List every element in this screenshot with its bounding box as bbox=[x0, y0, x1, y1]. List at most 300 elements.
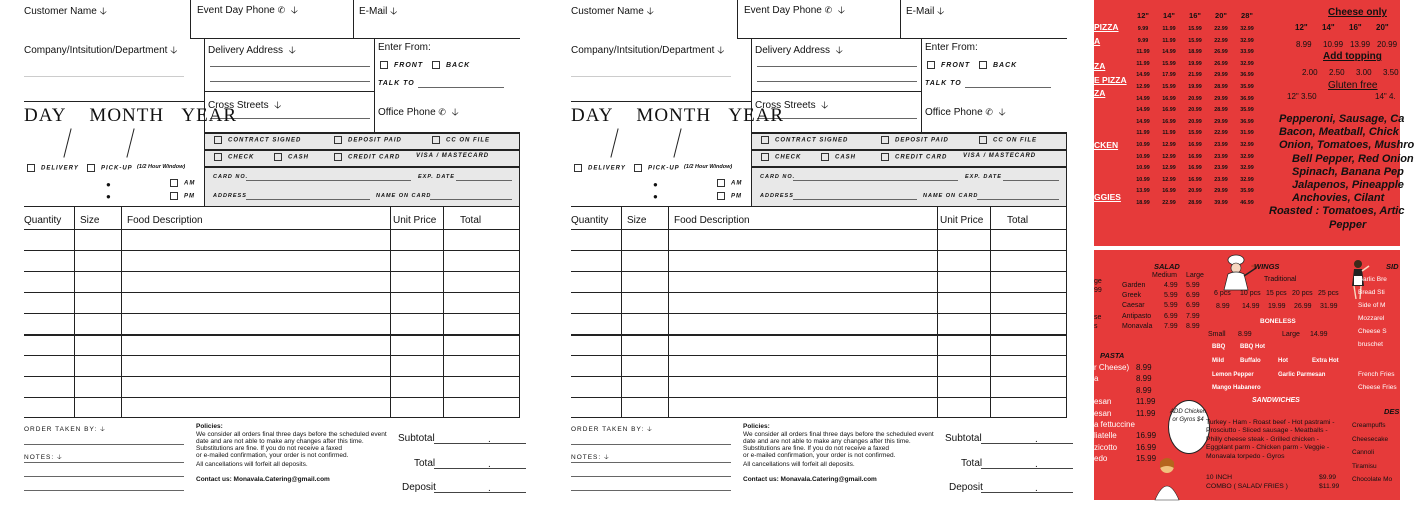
pasta-name: a bbox=[1094, 374, 1099, 384]
arrow-down-icon: 🡣 bbox=[290, 5, 298, 16]
exp-date-label: EXP. DATE bbox=[965, 174, 1002, 180]
arrow-down-icon: 🡣 bbox=[937, 6, 945, 17]
order-taken-line[interactable] bbox=[571, 444, 731, 445]
salad-name: Greek bbox=[1122, 292, 1142, 300]
address-line[interactable] bbox=[246, 199, 370, 200]
side-item: Cheese S bbox=[1358, 328, 1387, 335]
pizza-price: 23.99 bbox=[1214, 142, 1228, 148]
card-no-label: CARD NO. bbox=[760, 174, 796, 180]
cc-on-file-checkbox[interactable]: CC ON FILE bbox=[979, 136, 1037, 144]
credit-card-checkbox[interactable]: CREDIT CARD bbox=[334, 153, 400, 161]
pasta-name: esan bbox=[1094, 408, 1112, 418]
cheese-size: 20" bbox=[1376, 23, 1389, 32]
credit-card-checkbox[interactable]: CREDIT CARD bbox=[881, 153, 947, 161]
table-row-line[interactable] bbox=[571, 355, 1067, 356]
pasta-price: 11.99 bbox=[1136, 408, 1156, 418]
wing-flavor: Lemon Pepper bbox=[1212, 372, 1254, 378]
policies-title: Policies: bbox=[743, 423, 770, 430]
divider bbox=[190, 38, 520, 39]
boneless-large: Large bbox=[1282, 331, 1300, 338]
subtotal-label: Subtotal bbox=[398, 433, 435, 444]
pizza-price: 32.99 bbox=[1240, 165, 1254, 172]
wing-flavor: Extra Hot bbox=[1312, 358, 1339, 364]
pizza-price: 39.99 bbox=[1214, 200, 1228, 206]
pizza-price: 46.99 bbox=[1240, 200, 1254, 206]
delivery-address-line[interactable] bbox=[210, 81, 370, 82]
pizza-price: 32.99 bbox=[1240, 176, 1254, 183]
deposit-paid-checkbox[interactable]: DEPOSIT PAID bbox=[881, 136, 949, 144]
delivery-address-line[interactable] bbox=[757, 66, 917, 67]
decimal-point: . bbox=[488, 459, 491, 470]
divider bbox=[571, 101, 751, 102]
arrow-down-icon: 🡣 bbox=[821, 100, 829, 111]
topping-line: Bell Pepper, Red Onion bbox=[1292, 152, 1414, 165]
pizza-price: 28.99 bbox=[1214, 107, 1228, 114]
cash-checkbox[interactable]: CASH bbox=[821, 153, 856, 161]
event-phone-label: Event Day Phone ✆ 🡣 bbox=[197, 5, 298, 16]
divider bbox=[519, 132, 520, 417]
boneless-large-price: 14.99 bbox=[1310, 331, 1328, 338]
notes-line[interactable] bbox=[24, 490, 184, 491]
divider bbox=[900, 0, 901, 38]
checkbox-icon bbox=[717, 179, 725, 187]
pizza-price: 20.99 bbox=[1188, 95, 1202, 102]
menu-fragment: 99 bbox=[1094, 287, 1102, 294]
pizza-price: 28.99 bbox=[1214, 84, 1228, 90]
checkbox-icon bbox=[214, 153, 222, 161]
pizza-price: 32.99 bbox=[1240, 26, 1254, 32]
col-divider bbox=[668, 206, 669, 417]
decimal-point: . bbox=[1035, 483, 1038, 494]
pizza-name: GGIES bbox=[1094, 192, 1121, 202]
front-checkbox[interactable]: FRONT bbox=[927, 61, 970, 69]
full-menu bbox=[1094, 250, 1400, 500]
table-row-line[interactable] bbox=[571, 271, 1067, 272]
divider bbox=[374, 38, 375, 132]
checkbox-icon bbox=[170, 179, 178, 187]
divider bbox=[24, 101, 204, 102]
pasta-name: edo bbox=[1094, 454, 1108, 464]
checkbox-icon bbox=[170, 192, 178, 200]
pizza-name: CKEN bbox=[1094, 140, 1119, 150]
card-no-label: CARD NO. bbox=[213, 174, 249, 180]
card-no-line[interactable] bbox=[246, 180, 411, 181]
cc-on-file-checkbox[interactable]: CC ON FILE bbox=[432, 136, 490, 144]
policies-line: Substitutions are fine. If you do not receive a faxed bbox=[196, 445, 342, 452]
pizza-size: 28" bbox=[1241, 11, 1253, 20]
col-divider bbox=[390, 206, 391, 417]
date-heading: DAY MONTH YEAR bbox=[24, 105, 238, 126]
pizza-price: 32.99 bbox=[1240, 37, 1254, 44]
table-row-line[interactable] bbox=[571, 376, 1067, 377]
notes-line[interactable] bbox=[571, 462, 731, 463]
delivery-address-label: Delivery Address 🡣 bbox=[755, 45, 843, 56]
checkbox-icon bbox=[881, 153, 889, 161]
pizza-price: 32.99 bbox=[1240, 142, 1254, 148]
wings-title: WINGS bbox=[1254, 262, 1280, 271]
pizza-name: E PIZZA bbox=[1094, 75, 1127, 85]
notes-line[interactable] bbox=[24, 462, 184, 463]
cheese-price: 10.99 bbox=[1323, 40, 1344, 49]
notes-line[interactable] bbox=[571, 490, 731, 491]
table-row-line[interactable] bbox=[571, 313, 1067, 314]
table-row-line[interactable] bbox=[24, 313, 520, 314]
pizza-price: 29.99 bbox=[1214, 95, 1228, 102]
delivery-address-label: Delivery Address 🡣 bbox=[208, 45, 296, 56]
pizza-price: 15.99 bbox=[1188, 26, 1202, 32]
dessert-item: Tiramisu bbox=[1352, 462, 1377, 470]
checkbox-icon bbox=[761, 136, 769, 144]
checkbox-icon bbox=[432, 61, 440, 69]
pizza-price: 31.99 bbox=[1240, 130, 1254, 137]
table-row-line[interactable] bbox=[571, 229, 1067, 230]
cross-streets-label: Cross Streets 🡣 bbox=[208, 100, 282, 111]
total-line[interactable] bbox=[981, 468, 1073, 469]
order-taken-line[interactable] bbox=[24, 444, 184, 445]
wing-flavor: Mango Habanero bbox=[1212, 385, 1261, 391]
customer-name-label: Customer Name 🡣 bbox=[571, 6, 654, 17]
address-line[interactable] bbox=[793, 199, 917, 200]
col-unit-price: Unit Price bbox=[393, 215, 437, 226]
pizza-size: 20" bbox=[1215, 11, 1227, 20]
email-label: E-Mail 🡣 bbox=[906, 6, 945, 17]
topping-line: Pepperoni, Sausage, Ca bbox=[1279, 113, 1405, 125]
pickup-checkbox[interactable]: PICK-UP bbox=[87, 164, 133, 172]
pickup-checkbox[interactable]: PICK-UP bbox=[634, 164, 680, 172]
pizza-price: 33.99 bbox=[1240, 49, 1254, 56]
pizza-name: ZA bbox=[1094, 88, 1106, 98]
contact-email: Contact us: Monavala.Catering@gmail.com bbox=[743, 476, 877, 483]
wing-flavor: BBQ Hot bbox=[1240, 344, 1265, 350]
pm-checkbox[interactable]: PM bbox=[170, 192, 195, 200]
pizza-price: 36.99 bbox=[1240, 95, 1254, 102]
checkbox-icon bbox=[380, 61, 388, 69]
delivery-checkbox[interactable]: DELIVERY bbox=[27, 164, 79, 172]
order-form-right bbox=[547, 0, 1087, 500]
policies-line: All cancellations will forfeit all deposits. bbox=[196, 461, 308, 468]
pizza-price: 14.99 bbox=[1136, 107, 1150, 114]
wings-count: 6 pcs bbox=[1214, 290, 1231, 297]
divider bbox=[737, 0, 738, 38]
exp-date-label: EXP. DATE bbox=[418, 174, 455, 180]
table-row-line[interactable] bbox=[24, 250, 520, 251]
woman-illustration bbox=[1150, 456, 1184, 500]
decimal-point: . bbox=[1035, 434, 1038, 445]
pizza-price: 20.99 bbox=[1188, 118, 1202, 125]
topping-price: 2.00 bbox=[1302, 68, 1318, 77]
pizza-price: 9.99 bbox=[1137, 26, 1149, 32]
phone-icon: ✆ bbox=[985, 107, 993, 117]
pizza-name: ZA bbox=[1094, 61, 1106, 71]
date-slash bbox=[126, 128, 134, 157]
sandwich-combo: COMBO ( SALAD/ FRIES ) bbox=[1206, 483, 1288, 490]
wings-price: 26.99 bbox=[1294, 303, 1312, 310]
topping-price: 2.50 bbox=[1329, 68, 1345, 77]
menu-panel bbox=[1094, 0, 1414, 500]
arrow-down-icon: 🡣 bbox=[288, 45, 296, 56]
gluten-price: 14" 4. bbox=[1375, 92, 1396, 101]
pizza-price: 28.99 bbox=[1188, 200, 1202, 206]
total-line[interactable] bbox=[434, 468, 526, 469]
pizza-price: 16.99 bbox=[1188, 142, 1202, 148]
cash-checkbox[interactable]: CASH bbox=[274, 153, 309, 161]
pizza-price: 18.99 bbox=[1188, 49, 1202, 56]
card-no-line[interactable] bbox=[793, 180, 958, 181]
delivery-address-line[interactable] bbox=[210, 66, 370, 67]
topping-line: Jalapenos, Pineapple bbox=[1292, 179, 1404, 191]
wing-flavor: Garlic Parmesan bbox=[1278, 372, 1326, 378]
menu-fragment: s bbox=[1094, 323, 1098, 330]
arrow-down-icon: 🡣 bbox=[998, 107, 1006, 118]
pasta-name: esan bbox=[1094, 397, 1112, 407]
col-food: Food Description bbox=[127, 215, 203, 226]
pizza-size-header bbox=[1100, 11, 1260, 20]
wing-flavor: BBQ bbox=[1212, 344, 1226, 350]
address-label: ADDRESS bbox=[760, 193, 794, 199]
office-phone-label: Office Phone ✆ 🡣 bbox=[378, 107, 459, 118]
table-row-line[interactable] bbox=[24, 376, 520, 377]
arrow-down-icon: 🡣 bbox=[390, 6, 398, 17]
policies-line: or e-mailed confirmation, your order is not confirmed. bbox=[743, 452, 896, 459]
col-divider bbox=[121, 206, 122, 417]
notes-line[interactable] bbox=[24, 476, 184, 477]
table-row-line[interactable] bbox=[24, 334, 520, 336]
sandwich-line: Eggplant parm - Chicken parm - Veggie - bbox=[1206, 444, 1330, 452]
policies-line: All cancellations will forfeit all deposits. bbox=[743, 461, 855, 468]
pizza-price: 14.99 bbox=[1136, 95, 1150, 102]
enter-from-label: Enter From: bbox=[925, 42, 978, 53]
wing-flavor: Mild bbox=[1212, 358, 1224, 364]
pm-checkbox[interactable]: PM bbox=[717, 192, 742, 200]
wing-flavor: Hot bbox=[1278, 358, 1288, 364]
wings-count: 10 pcs bbox=[1240, 290, 1261, 297]
table-row-line[interactable] bbox=[24, 397, 520, 398]
col-unit-price: Unit Price bbox=[940, 215, 984, 226]
name-on-card-label: NAME ON CARD bbox=[923, 193, 979, 199]
checkbox-icon bbox=[979, 136, 987, 144]
cheese-size: 16" bbox=[1349, 23, 1362, 32]
pizza-price: 32.99 bbox=[1240, 60, 1254, 67]
pizza-price: 15.99 bbox=[1162, 84, 1176, 90]
office-phone-label: Office Phone ✆ 🡣 bbox=[925, 107, 1006, 118]
policies-line: We consider all orders final three days before the scheduled event bbox=[743, 431, 934, 438]
sandwich-line: Turkey - Ham - Roast beef - Hot pastrami - bbox=[1206, 419, 1335, 426]
exp-date-line[interactable] bbox=[1003, 180, 1059, 181]
checkbox-icon bbox=[881, 136, 889, 144]
sandwiches-title: SANDWICHES bbox=[1252, 397, 1300, 404]
company-line[interactable] bbox=[571, 76, 731, 77]
checkbox-icon bbox=[214, 136, 222, 144]
visa-label: VISA / MASTECARD bbox=[963, 153, 1037, 159]
phone-icon: ✆ bbox=[277, 5, 286, 15]
salad-medium-price: 5.99 bbox=[1164, 292, 1178, 300]
col-divider bbox=[621, 206, 622, 417]
back-checkbox[interactable]: BACK bbox=[432, 61, 470, 69]
decimal-point: . bbox=[1035, 459, 1038, 470]
pizza-price: 22.99 bbox=[1214, 130, 1228, 137]
exp-date-line[interactable] bbox=[456, 180, 512, 181]
deposit-line[interactable] bbox=[434, 492, 526, 493]
wings-price: 19.99 bbox=[1268, 303, 1286, 310]
pizza-price: 11.99 bbox=[1136, 49, 1150, 56]
sandwich-10-inch-price: $9.99 bbox=[1319, 474, 1337, 481]
pasta-price: 15.99 bbox=[1136, 454, 1157, 464]
pizza-price: 11.99 bbox=[1162, 26, 1176, 32]
checkbox-icon bbox=[274, 153, 282, 161]
sandwich-line: Philly cheese steak - Grilled chicken - bbox=[1206, 435, 1319, 443]
window-note: (1/2 Hour Window) bbox=[684, 164, 733, 170]
side-item: Garlic Bre bbox=[1358, 276, 1387, 283]
table-row-line[interactable] bbox=[24, 271, 520, 272]
visa-label: VISA / MASTECARD bbox=[416, 153, 490, 159]
contact-email: Contact us: Monavala.Catering@gmail.com bbox=[196, 476, 330, 483]
pasta-price: 11.99 bbox=[1136, 397, 1156, 407]
cheese-size: 14" bbox=[1322, 23, 1335, 32]
table-row-line[interactable] bbox=[24, 355, 520, 356]
pizza-price: 11.99 bbox=[1136, 60, 1150, 67]
am-checkbox[interactable]: AM bbox=[170, 179, 195, 187]
pizza-price: 15.99 bbox=[1188, 37, 1202, 44]
name-on-card-line[interactable] bbox=[430, 199, 512, 200]
pizza-price: 32.99 bbox=[1240, 153, 1254, 160]
pizza-price: 35.99 bbox=[1240, 188, 1254, 195]
company-line[interactable] bbox=[24, 76, 184, 77]
delivery-address-line[interactable] bbox=[757, 81, 917, 82]
order-taken-label: ORDER TAKEN BY: 🡣 bbox=[571, 426, 653, 433]
date-slash bbox=[610, 128, 618, 157]
pasta-name: a fettuccine bbox=[1094, 420, 1135, 429]
back-checkbox[interactable]: BACK bbox=[979, 61, 1017, 69]
delivery-checkbox[interactable]: DELIVERY bbox=[574, 164, 626, 172]
talk-to-line[interactable] bbox=[418, 87, 504, 88]
salad-medium-price: 6.99 bbox=[1164, 312, 1178, 320]
pasta-price: 16.99 bbox=[1136, 442, 1157, 452]
deposit-label: Deposit bbox=[949, 482, 983, 493]
check-checkbox[interactable]: CHECK bbox=[214, 153, 254, 161]
pizza-price: 12.99 bbox=[1162, 142, 1176, 148]
pizza-price: 11.99 bbox=[1136, 130, 1150, 137]
gluten-price: 12" 3.50 bbox=[1287, 92, 1317, 101]
arrow-down-icon: 🡣 bbox=[274, 100, 282, 111]
salad-medium: Medium bbox=[1152, 272, 1177, 279]
salad-large: Large bbox=[1186, 272, 1204, 279]
salad-name: Garden bbox=[1122, 282, 1146, 289]
talk-to-label: TALK TO bbox=[925, 80, 962, 87]
total-label: Total bbox=[961, 458, 983, 469]
deposit-line[interactable] bbox=[981, 492, 1073, 493]
side-item: Side of M bbox=[1358, 302, 1386, 309]
dessert-item: Chocolate Mo bbox=[1352, 476, 1393, 483]
pizza-size: 12" bbox=[1137, 11, 1149, 20]
wings-traditional: Traditional bbox=[1264, 276, 1297, 283]
pizza-price: 16.99 bbox=[1162, 188, 1176, 195]
col-divider bbox=[74, 206, 75, 417]
front-checkbox[interactable]: FRONT bbox=[380, 61, 423, 69]
bullet: ● bbox=[653, 192, 658, 201]
notes-line[interactable] bbox=[571, 476, 731, 477]
arrow-down-icon: 🡣 bbox=[717, 45, 725, 56]
topping-line: Anchovies, Cilant bbox=[1292, 192, 1385, 205]
decimal-point: . bbox=[488, 483, 491, 494]
table-row-line[interactable] bbox=[24, 417, 520, 418]
checkbox-icon bbox=[574, 164, 582, 172]
table-row-line[interactable] bbox=[24, 292, 520, 293]
pizza-price: 22.99 bbox=[1162, 200, 1176, 206]
talk-to-line[interactable] bbox=[965, 87, 1051, 88]
col-quantity: Quantity bbox=[24, 215, 62, 226]
pasta-name: r Cheese) bbox=[1094, 363, 1130, 372]
check-checkbox[interactable]: CHECK bbox=[761, 153, 801, 161]
divider bbox=[737, 38, 1067, 39]
table-row-line[interactable] bbox=[571, 417, 1067, 418]
dessert-title: DES bbox=[1384, 407, 1400, 416]
contract-signed-checkbox[interactable]: CONTRACT SIGNED bbox=[761, 136, 848, 144]
arrow-down-icon: 🡣 bbox=[837, 5, 845, 16]
pizza-price: 12.99 bbox=[1136, 84, 1150, 90]
pizza-price: 10.99 bbox=[1136, 176, 1150, 183]
contract-signed-checkbox[interactable]: CONTRACT SIGNED bbox=[214, 136, 301, 144]
arrow-down-icon: 🡣 bbox=[646, 6, 654, 17]
checkbox-icon bbox=[717, 192, 725, 200]
cheese-size: 12" bbox=[1295, 23, 1308, 32]
name-on-card-label: NAME ON CARD bbox=[376, 193, 432, 199]
wings-price: 8.99 bbox=[1216, 303, 1230, 310]
pasta-price: 8.99 bbox=[1136, 363, 1152, 372]
enter-from-label: Enter From: bbox=[378, 42, 431, 53]
side-item: bruschet bbox=[1358, 341, 1383, 348]
topping-price: 3.00 bbox=[1356, 68, 1372, 77]
sides-title: SID bbox=[1386, 262, 1399, 271]
pizza-price: 21.99 bbox=[1188, 72, 1202, 79]
col-size: Size bbox=[627, 215, 647, 226]
side-item: Bread Sti bbox=[1358, 289, 1385, 296]
subtotal-line[interactable] bbox=[434, 443, 526, 444]
pizza-price: 36.99 bbox=[1240, 72, 1254, 79]
divider bbox=[751, 166, 1067, 168]
wings-count: 20 pcs bbox=[1292, 290, 1313, 297]
deposit-paid-checkbox[interactable]: DEPOSIT PAID bbox=[334, 136, 402, 144]
salad-large-price: 6.99 bbox=[1186, 302, 1200, 310]
am-checkbox[interactable]: AM bbox=[717, 179, 742, 187]
col-total: Total bbox=[1007, 215, 1029, 226]
date-heading: DAY MONTH YEAR bbox=[571, 105, 785, 126]
pizza-price: 23.99 bbox=[1214, 165, 1228, 172]
salad-name: Monavala bbox=[1122, 322, 1153, 330]
wings-price: 31.99 bbox=[1320, 303, 1338, 310]
pizza-price: 12.99 bbox=[1162, 176, 1176, 183]
pizza-price: 16.99 bbox=[1188, 165, 1202, 172]
pizza-price: 22.99 bbox=[1214, 26, 1228, 32]
table-row-line[interactable] bbox=[571, 292, 1067, 293]
salad-medium-price: 7.99 bbox=[1164, 322, 1178, 330]
policies-line: date and are not able to make any changes after this time. bbox=[196, 438, 364, 445]
pizza-price: 20.99 bbox=[1188, 107, 1202, 114]
subtotal-line[interactable] bbox=[981, 443, 1073, 444]
pizza-price: 19.99 bbox=[1188, 84, 1202, 90]
table-row-line[interactable] bbox=[24, 229, 520, 230]
pasta-price: 16.99 bbox=[1136, 431, 1157, 441]
table-row-line[interactable] bbox=[571, 250, 1067, 251]
name-on-card-line[interactable] bbox=[977, 199, 1059, 200]
policies-title: Policies: bbox=[196, 423, 223, 430]
table-row-line[interactable] bbox=[571, 334, 1067, 336]
cheese-price: 20.99 bbox=[1377, 40, 1398, 49]
topping-line: Pepper bbox=[1329, 218, 1367, 231]
pizza-name: PIZZA bbox=[1094, 22, 1119, 32]
salad-large-price: 5.99 bbox=[1186, 282, 1200, 289]
table-row-line[interactable] bbox=[571, 397, 1067, 398]
arrow-down-icon: 🡣 bbox=[99, 6, 107, 17]
